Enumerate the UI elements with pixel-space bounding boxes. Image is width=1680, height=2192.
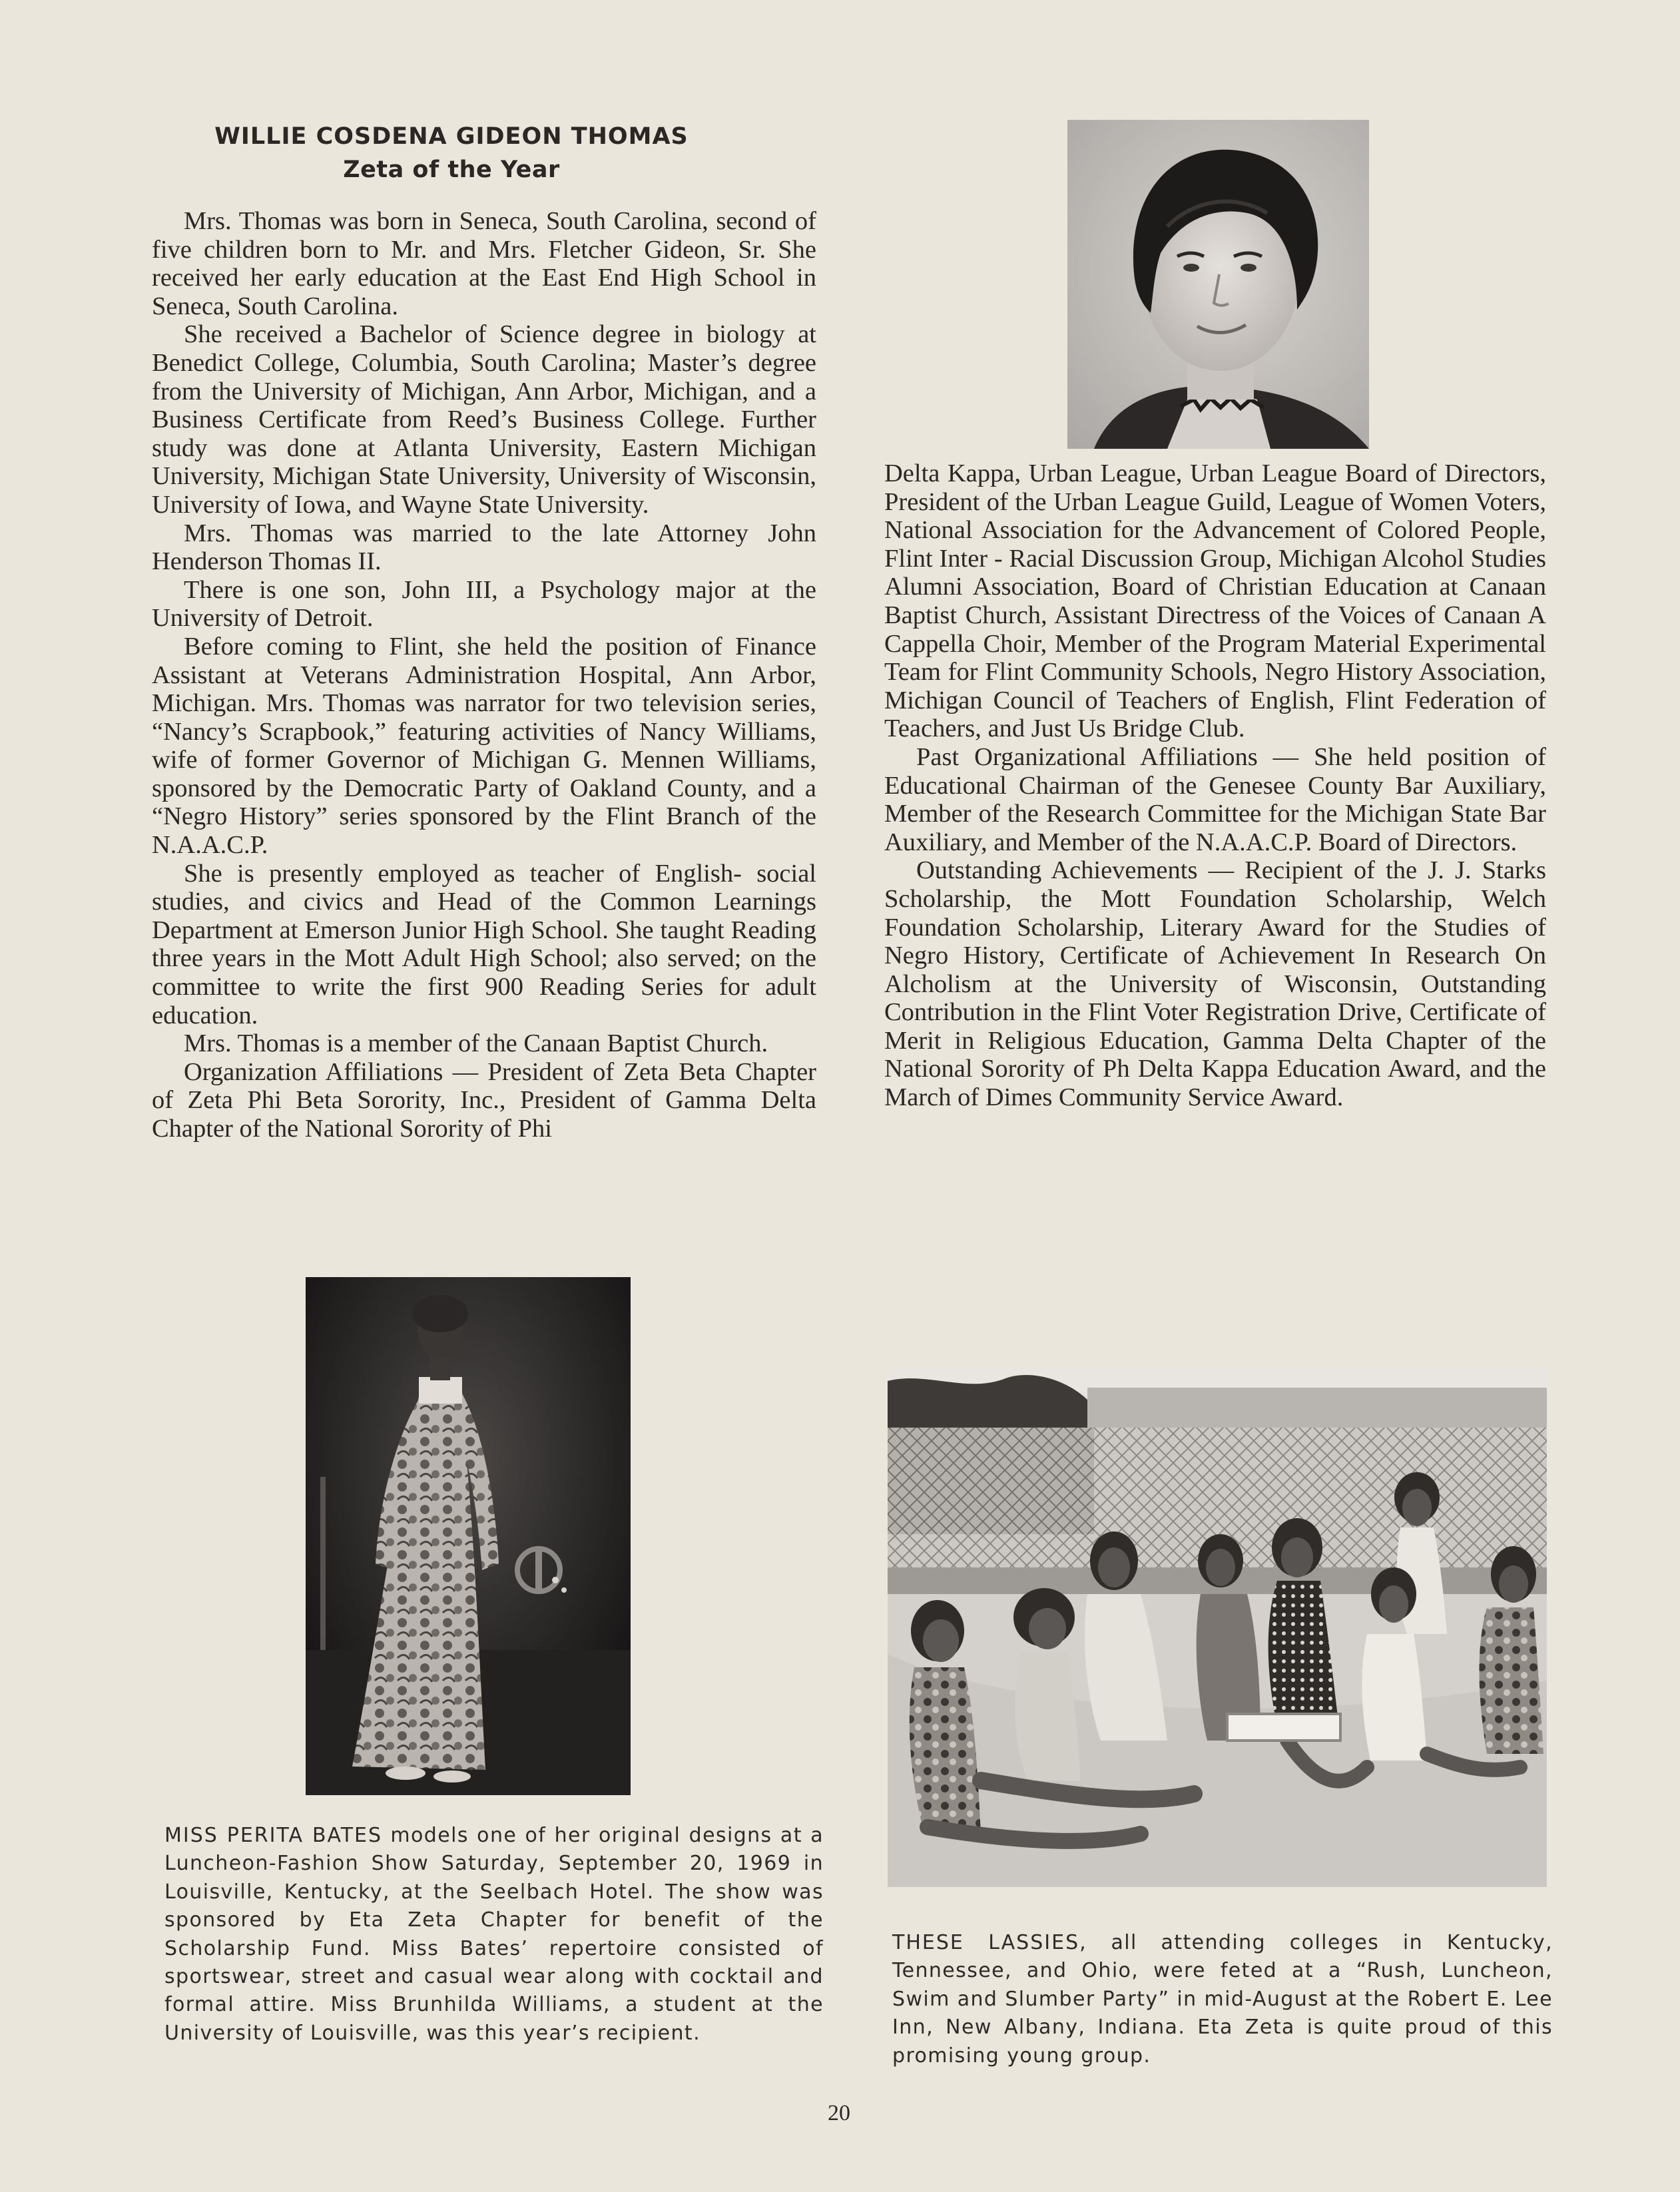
right-text-column [884, 459, 1546, 1112]
fashion-photo-caption [164, 1822, 824, 2048]
paragraph-birth: Mrs. Thomas was born in Seneca, South Carolina, second of five children born to Mr. and Mrs. Fletcher Gideon, Sr. She received her early education at the East End High School in Seneca, South Carolina. [152, 207, 816, 320]
paragraph-son: There is one son, John III, a Psychology major at the University of Detroit. [152, 575, 816, 633]
caption-body: models one of her original designs at a Luncheon-Fashion Show Saturday, September 20, 1969 in Louisville, Kentucky, at the Seelbach Hotel. The show was sponsored by Eta Zeta Chapter for benefit of the Scholarship Fund. Miss Bates’ repertoire consisted of sportswear, street and casual wear along with cocktail and formal attire. Miss Brunhilda Williams, a student at the University of Louisville, was this year’s recipient. [164, 1824, 824, 2045]
caption-lead-name: MISS PERITA BATES [164, 1824, 383, 1847]
portrait-photo [1067, 120, 1369, 449]
paragraph-church: Mrs. Thomas is a member of the Canaan Baptist Church. [184, 1029, 768, 1058]
page-number: 20 [828, 2101, 850, 2125]
fashion-show-photo [306, 1277, 631, 1795]
article-subtitle: Zeta of the Year [343, 156, 560, 183]
group-photo-caption [892, 1929, 1553, 2070]
left-text-column [152, 207, 816, 1143]
paragraph-marriage: Mrs. Thomas was married to the late Attorney John Henderson Thomas II. [152, 519, 816, 576]
group-photo [888, 1368, 1547, 1887]
paragraph-affiliations: Organization Affiliations — President of Zeta Beta Chapter of Zeta Phi Beta Sorority, Inc., President of Gamma Delta Chapter of the National Sorority of Phi [152, 1057, 816, 1143]
fashion-illustration [306, 1277, 631, 1795]
article-title: WILLIE COSDENA GIDEON THOMAS [214, 123, 689, 150]
paragraph-education: She received a Bachelor of Science degree in biology at Benedict College, Columbia, South Carolina; Master’s degree from the University of Michigan, Ann Arbor, Michigan, and a Business Certificate from Reed’s Business College. Further study was done at Atlanta University, Eastern Michigan University, Michigan State University, University of Wisconsin, University of Iowa, and Wayne State University. [152, 320, 816, 519]
portrait-illustration [1067, 120, 1369, 449]
paragraph-employment: She is presently employed as teacher of English- social studies, and civics and Head of the Common Learnings Department at Emerson Junior High School. She taught Reading three years in the Mott Adult High School; also served; on the committee to write the first 900 Reading Series for adult education. [152, 859, 816, 1029]
paragraph-career: Before coming to Flint, she held the position of Finance Assistant at Veterans Administration Hospital, Ann Arbor, Michigan. Mrs. Thomas was narrator for two television series, “Nancy’s Scrapbook,” featuring activities of Nancy Williams, wife of former Governor of Michigan G. Mennen Williams, sponsored by the Democratic Party of Oakland County, and a “Negro History” series sponsored by the Flint Branch of the N.A.A.C.P. [152, 632, 816, 860]
caption-body: all attending colleges in Kentucky, Tennessee, and Ohio, were feted at a “Rush, Luncheon, Swim and Slumber Party” in mid-August at the Robert E. Lee Inn, New Albany, Indiana. Eta Zeta is quite proud of this promising young group. [892, 1931, 1553, 2067]
caption-lead-name: THESE LASSIES, [892, 1931, 1087, 1954]
paragraph-affiliations-continued: Delta Kappa, Urban League, Urban League Board of Directors, President of the Urban League Guild, League of Women Voters, National Association for the Advancement of Colored People, Flint Inter - Racial Discussion Group, Michigan Alcohol Studies Alumni Association, Board of Christian Education at Canaan Baptist Church, Assistant Directress of the Voices of Canaan A Cappella Choir, Member of the Program Material Experimental Team for Flint Community Schools, Negro History Association, Michigan Council of Teachers of English, Flint Federation of Teachers, and Just Us Bridge Club. [884, 459, 1546, 743]
paragraph-achievements: Outstanding Achievements — Recipient of the J. J. Starks Scholarship, the Mott Foundation Scholarship, Welch Foundation Scholarship, Literary Award for the Studies of Negro History, Certificate of Achievement In Research On Alcholism at the University of Wisconsin, Outstanding Contribution in the Flint Voter Registration Drive, Certificate of Merit in Religious Education, Gamma Delta Chapter of the National Sorority of Ph Delta Kappa Education Award, and the March of Dimes Community Service Award. [884, 856, 1546, 1112]
group-illustration [888, 1368, 1547, 1887]
paragraph-past-affiliations: Past Organizational Affiliations — She held position of Educational Chairman of the Genesee County Bar Auxiliary, Member of the Research Committee for the Michigan State Bar Auxiliary, and Member of the N.A.A.C.P. Board of Directors. [884, 742, 1546, 856]
article-heading [152, 120, 751, 186]
